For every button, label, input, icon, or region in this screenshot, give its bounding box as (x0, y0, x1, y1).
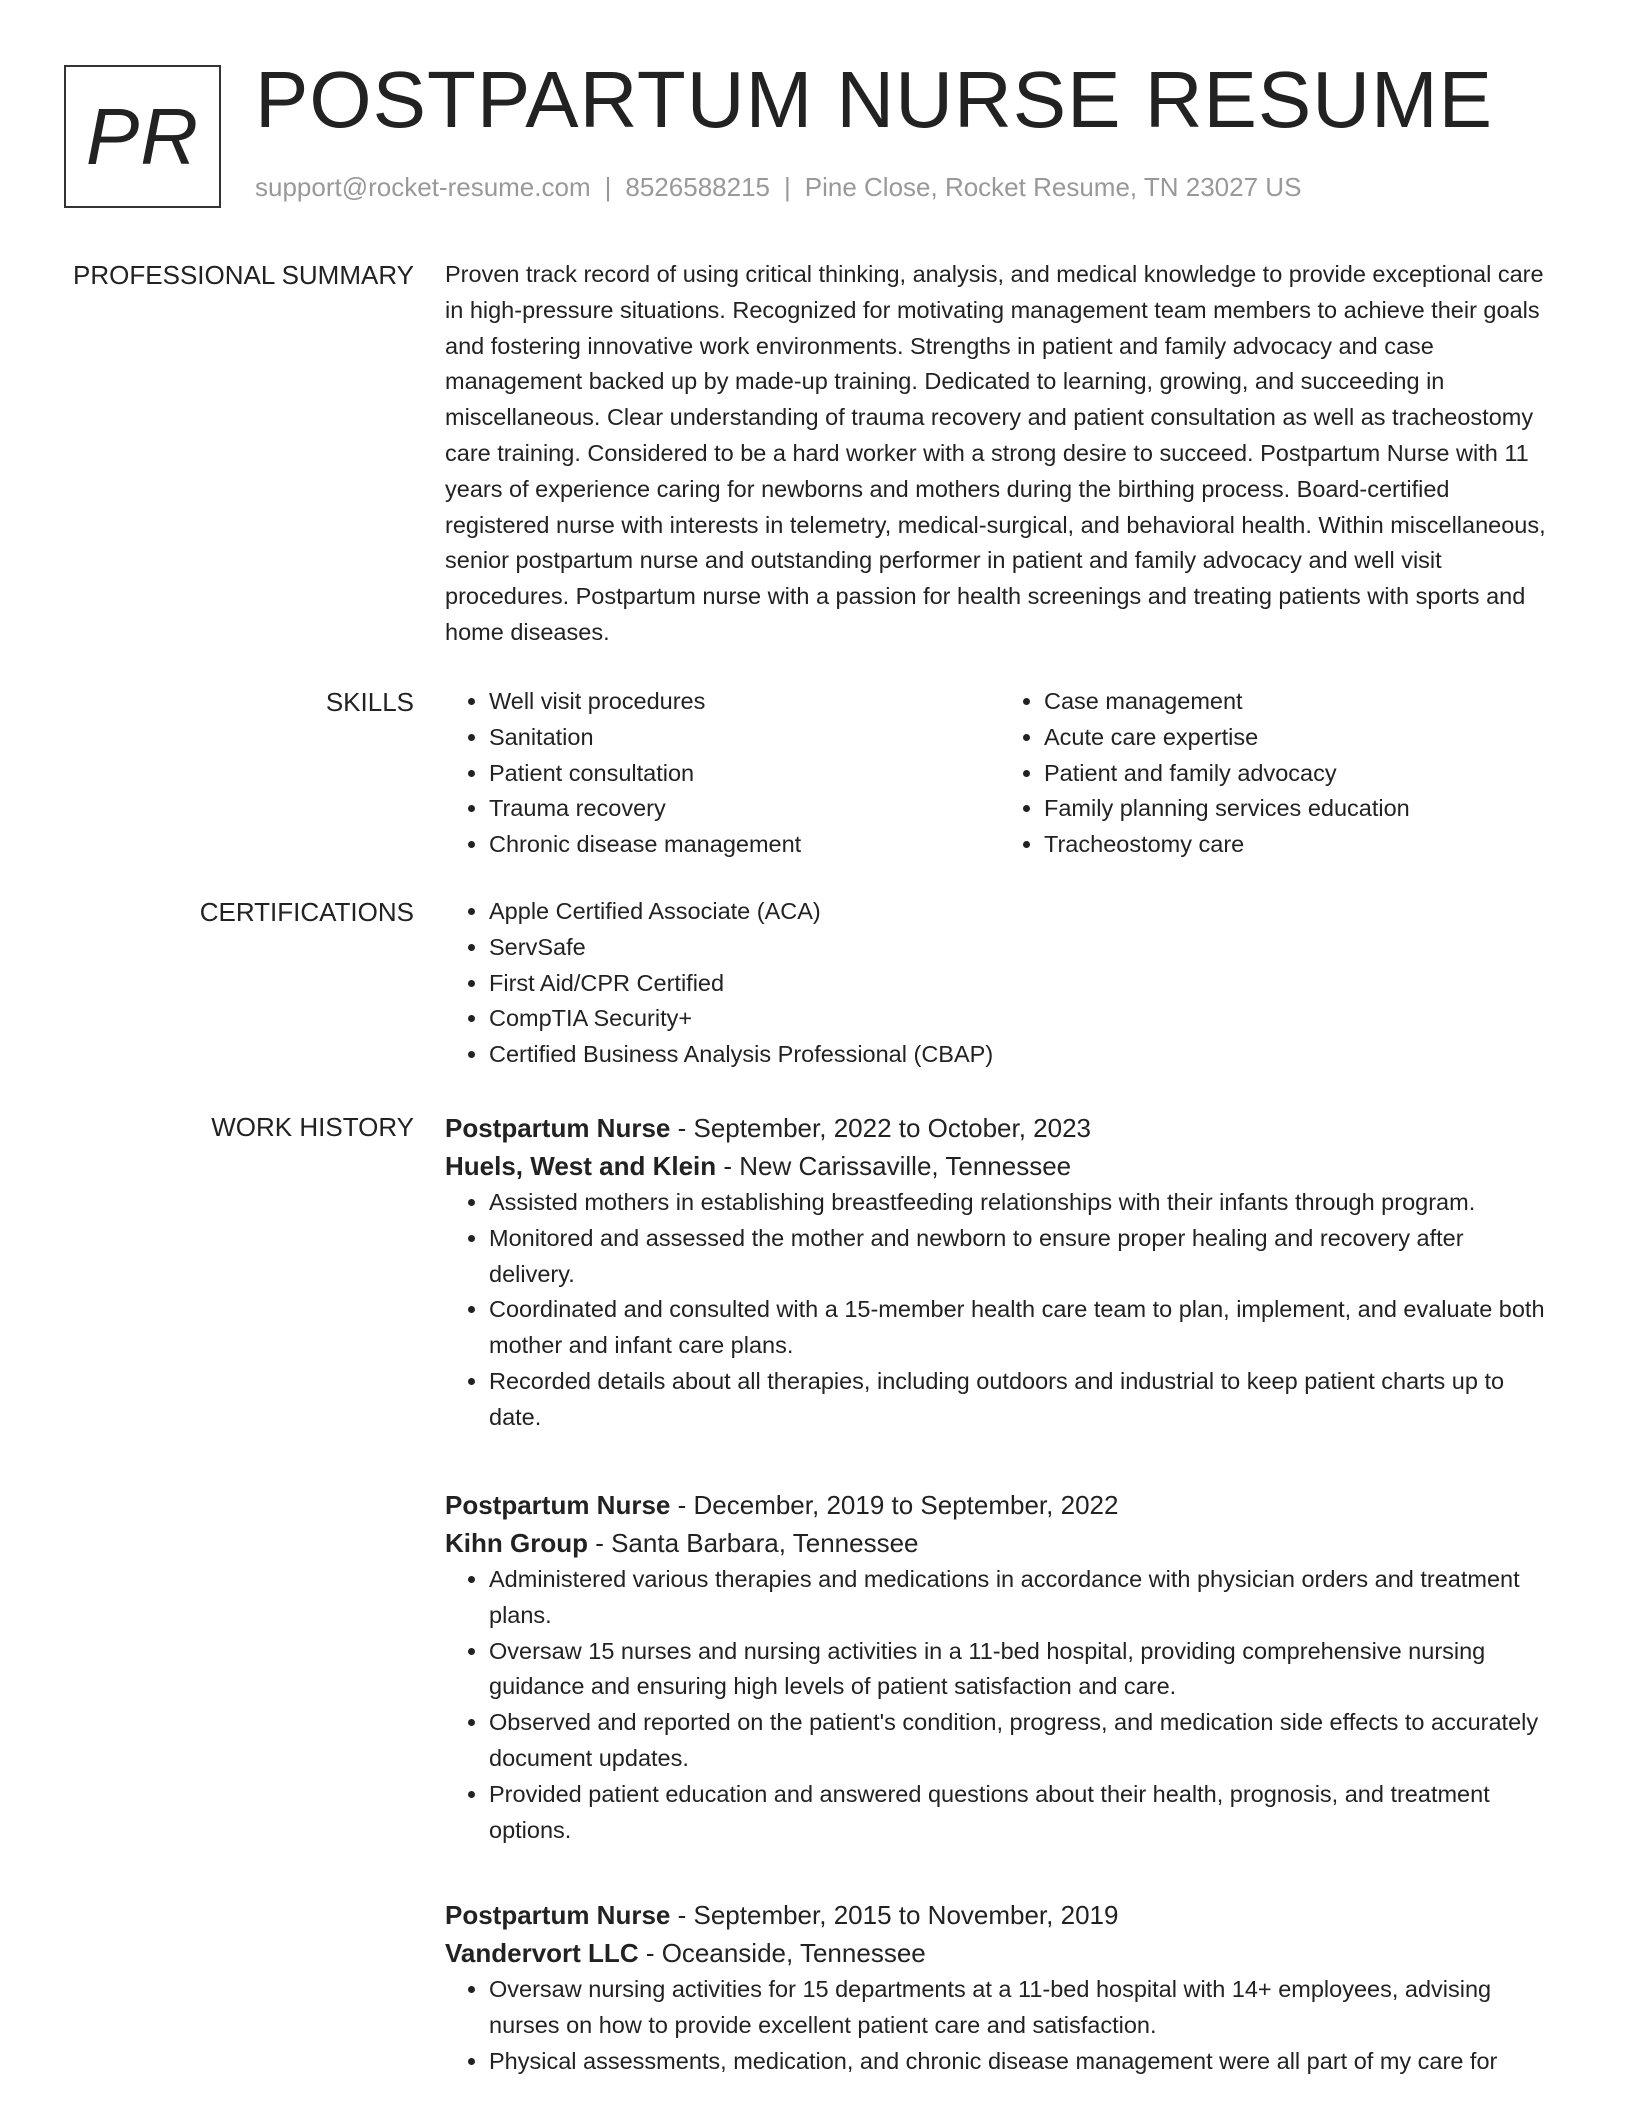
skill-item: • Chronic disease management (489, 827, 1000, 863)
job-title-line (445, 1896, 1555, 1934)
contact-separator: | (784, 172, 791, 202)
skill-item: • Tracheostomy care (1044, 827, 1555, 863)
skill-item: • Well visit procedures (489, 684, 1000, 720)
job-bullet: • Administered various therapies and medications in accordance with physician orders and treatment plans. (489, 1562, 1555, 1634)
certification-item: • Certified Business Analysis Professional (CBAP) (489, 1037, 1555, 1073)
job-company-line (445, 1934, 1555, 1972)
job-entry-body (445, 1896, 1555, 2079)
job-company-line (445, 1524, 1555, 1562)
job-title: Postpartum Nurse (445, 1900, 671, 1930)
skills-grid (445, 684, 1555, 863)
initials-monogram: PR (64, 65, 221, 208)
job-company: Kihn Group (445, 1528, 588, 1558)
job-bullet: • Recorded details about all therapies, including outdoors and industrial to keep patient charts up to date. (489, 1364, 1555, 1436)
contact-address: Pine Close, Rocket Resume, TN 23027 US (804, 172, 1302, 202)
certifications-list (445, 894, 1555, 1073)
job-company-line (445, 1147, 1555, 1185)
job-entry-body (445, 1486, 1555, 1848)
certification-item: • First Aid/CPR Certified (489, 966, 1555, 1002)
job-bullet: • Observed and reported on the patient's condition, progress, and medication side effects to accurately document updates. (489, 1705, 1555, 1777)
job-dates: - December, 2019 to September, 2022 (670, 1490, 1119, 1520)
skills-body (445, 684, 1555, 863)
certification-item: • CompTIA Security+ (489, 1001, 1555, 1037)
contact-email: support@rocket-resume.com (255, 172, 591, 202)
resume-header (0, 0, 1632, 240)
skill-item: • Sanitation (489, 720, 1000, 756)
job-company: Huels, West and Klein (445, 1151, 717, 1181)
job-title-line (445, 1109, 1555, 1147)
job-bullet: • Oversaw 15 nurses and nursing activities in a 11-bed hospital, providing comprehensive nursing guidance and ensuring high levels of patient satisfaction and care. (489, 1634, 1555, 1706)
contact-separator: | (604, 172, 612, 202)
skill-item: • Case management (1044, 684, 1555, 720)
skill-item: • Patient and family advocacy (1044, 756, 1555, 792)
skills-list-left (445, 684, 1000, 863)
skill-item: • Family planning services education (1044, 791, 1555, 827)
job-location: - Oceanside, Tennessee (638, 1938, 926, 1968)
job-bullets (445, 1185, 1555, 1436)
summary-text: Proven track record of using critical thinking, analysis, and medical knowledge to provide exceptional care in high-pressure situations. Recognized for motivating management team members to achieve their goals and fostering innovative work environments. Strengths in patient and family advocacy and case management backed up by made-up training. Dedicated to learning, growing, and succeeding in miscellaneous. Clear understanding of trauma recovery and patient consultation as well as tracheostomy care training. Considered to be a hard worker with a strong desire to succeed. Postpartum Nurse with 11 years of experience caring for newborns and mothers during the birthing process. Board-certified registered nurse with interests in telemetry, medical-surgical, and behavioral health. Within miscellaneous, senior postpartum nurse and outstanding performer in patient and family advocacy and well visit procedures. Postpartum nurse with a passion for health screenings and treating patients with sports and home diseases. (445, 261, 1546, 645)
contact-line (255, 172, 1301, 203)
job-title-line (445, 1486, 1555, 1524)
job-bullets (445, 1972, 1555, 2079)
job-dates: - September, 2022 to October, 2023 (670, 1113, 1091, 1143)
summary-body (445, 257, 1555, 651)
certification-item: • Apple Certified Associate (ACA) (489, 894, 1555, 930)
job-location: - Santa Barbara, Tennessee (587, 1528, 919, 1558)
contact-phone: 8526588215 (625, 172, 770, 202)
skills-heading: SKILLS (325, 687, 414, 717)
job-bullet: • Oversaw nursing activities for 15 departments at a 11-bed hospital with 14+ employees, advising nurses on how to provide excellent patient care and satisfaction. (489, 1972, 1555, 2044)
certifications-heading: CERTIFICATIONS (199, 897, 414, 927)
job-location: - New Carissaville, Tennessee (716, 1151, 1072, 1181)
skill-item: • Trauma recovery (489, 791, 1000, 827)
job-title: Postpartum Nurse (445, 1113, 671, 1143)
job-dates: - September, 2015 to November, 2019 (670, 1900, 1119, 1930)
skills-list-right (1000, 684, 1555, 863)
certifications-body (445, 894, 1555, 1073)
job-bullet: • Assisted mothers in establishing breastfeeding relationships with their infants through program. (489, 1185, 1555, 1221)
job-title: Postpartum Nurse (445, 1490, 671, 1520)
job-bullets (445, 1562, 1555, 1848)
job-entry-body (445, 1109, 1555, 1436)
resume-title: POSTPARTUM NURSE RESUME (255, 55, 1493, 144)
job-bullet: • Coordinated and consulted with a 15-member health care team to plan, implement, and evaluate both mother and infant care plans. (489, 1292, 1555, 1364)
job-bullet: • Monitored and assessed the mother and newborn to ensure proper healing and recovery after delivery. (489, 1221, 1555, 1293)
summary-heading: PROFESSIONAL SUMMARY (73, 260, 414, 290)
work-history-heading: WORK HISTORY (211, 1112, 414, 1142)
job-bullet: • Physical assessments, medication, and chronic disease management were all part of my care for (489, 2044, 1555, 2080)
skill-item: • Acute care expertise (1044, 720, 1555, 756)
skill-item: • Patient consultation (489, 756, 1000, 792)
job-company: Vandervort LLC (445, 1938, 639, 1968)
certification-item: • ServSafe (489, 930, 1555, 966)
job-bullet: • Provided patient education and answered questions about their health, prognosis, and treatment options. (489, 1777, 1555, 1849)
